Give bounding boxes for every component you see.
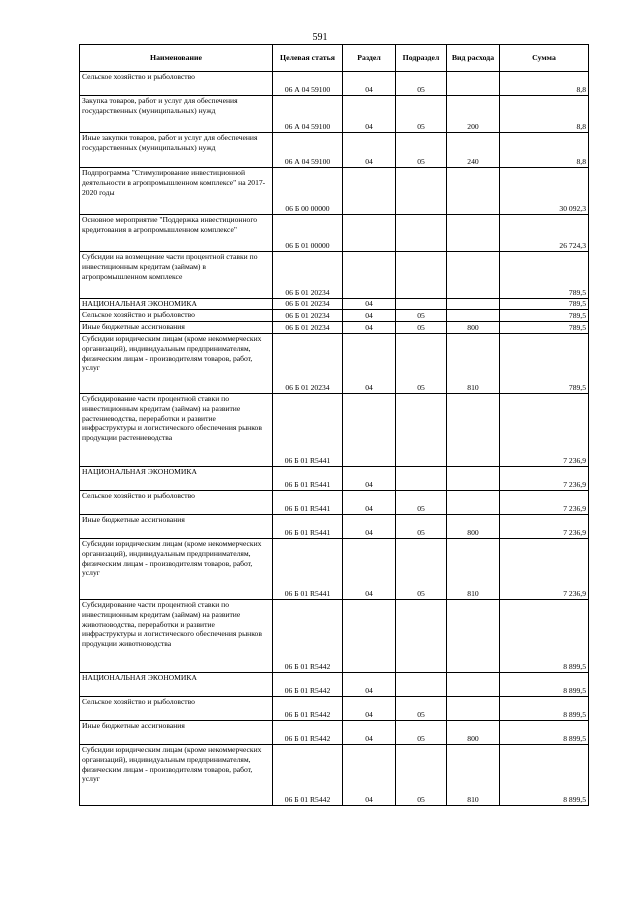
row-name-cell: Сельское хозяйство и рыболовство xyxy=(80,491,273,515)
row-expense-cell: 240 xyxy=(447,133,500,168)
row-expense-cell xyxy=(447,467,500,491)
row-name-cell: Основное мероприятие "Поддержка инвестиционного кредитования в агропромышленном комплексе" xyxy=(80,215,273,252)
row-expense-cell: 800 xyxy=(447,721,500,745)
table-row xyxy=(80,394,589,467)
row-amount-cell: 7 236,9 xyxy=(500,467,589,491)
table-row xyxy=(80,299,589,310)
row-target-cell: 06 Б 01 20234 xyxy=(273,322,343,334)
row-target-cell: 06 Б 01 R5441 xyxy=(273,491,343,515)
header-target: Целевая статья xyxy=(273,45,343,72)
row-expense-cell xyxy=(447,394,500,467)
row-section-cell: 04 xyxy=(343,539,396,600)
row-subsection-cell: 05 xyxy=(396,310,447,322)
row-name-cell: Субсидии юридическим лицам (кроме некоммерческих организаций), индивидуальным предпринимателям, физическим лицам - производителям товаров, работ, услуг xyxy=(80,539,273,600)
row-subsection-cell: 05 xyxy=(396,539,447,600)
row-amount-cell: 8,8 xyxy=(500,72,589,96)
row-section-cell: 04 xyxy=(343,96,396,133)
row-expense-cell xyxy=(447,168,500,215)
table-row xyxy=(80,72,589,96)
row-subsection-cell xyxy=(396,673,447,697)
header-section: Раздел xyxy=(343,45,396,72)
row-target-cell: 06 Б 01 20234 xyxy=(273,310,343,322)
row-section-cell xyxy=(343,252,396,299)
row-target-cell: 06 Б 01 R5441 xyxy=(273,539,343,600)
row-subsection-cell xyxy=(396,394,447,467)
row-section-cell xyxy=(343,215,396,252)
row-name-cell: Закупка товаров, работ и услуг для обеспечения государственных (муниципальных) нужд xyxy=(80,96,273,133)
row-name-cell: НАЦИОНАЛЬНАЯ ЭКОНОМИКА xyxy=(80,299,273,310)
row-expense-cell: 800 xyxy=(447,515,500,539)
table-row xyxy=(80,539,589,600)
row-amount-cell: 8 899,5 xyxy=(500,697,589,721)
row-name-cell: Подпрограмма "Стимулирование инвестиционной деятельности в агропромышленном комплексе" на 2017-2020 годы xyxy=(80,168,273,215)
row-subsection-cell: 05 xyxy=(396,96,447,133)
row-target-cell: 06 Б 01 R5442 xyxy=(273,600,343,673)
table-body xyxy=(80,72,589,806)
row-name-cell: Сельское хозяйство и рыболовство xyxy=(80,310,273,322)
row-section-cell: 04 xyxy=(343,133,396,168)
row-target-cell: 06 А 04 59100 xyxy=(273,72,343,96)
row-expense-cell xyxy=(447,310,500,322)
row-amount-cell: 8,8 xyxy=(500,96,589,133)
row-subsection-cell: 05 xyxy=(396,697,447,721)
row-section-cell: 04 xyxy=(343,697,396,721)
row-section-cell: 04 xyxy=(343,72,396,96)
row-expense-cell: 810 xyxy=(447,745,500,806)
row-section-cell: 04 xyxy=(343,673,396,697)
row-subsection-cell xyxy=(396,215,447,252)
row-expense-cell xyxy=(447,697,500,721)
row-name-cell: Субсидии на возмещение части процентной ставки по инвестиционным кредитам (займам) в агропромышленном комплексе xyxy=(80,252,273,299)
row-name-cell: Субсидии юридическим лицам (кроме некоммерческих организаций), индивидуальным предпринимателям, физическим лицам - производителям товаров, работ, услуг xyxy=(80,334,273,394)
row-name-cell: Иные бюджетные ассигнования xyxy=(80,721,273,745)
row-section-cell: 04 xyxy=(343,515,396,539)
row-name-cell: НАЦИОНАЛЬНАЯ ЭКОНОМИКА xyxy=(80,467,273,491)
row-section-cell xyxy=(343,394,396,467)
table-row xyxy=(80,673,589,697)
row-section-cell: 04 xyxy=(343,299,396,310)
row-expense-cell xyxy=(447,72,500,96)
row-name-cell: Сельское хозяйство и рыболовство xyxy=(80,697,273,721)
row-subsection-cell xyxy=(396,252,447,299)
row-section-cell: 04 xyxy=(343,322,396,334)
header-subsection: Подраздел xyxy=(396,45,447,72)
row-target-cell: 06 Б 01 20234 xyxy=(273,252,343,299)
table-row xyxy=(80,252,589,299)
header-name: Наименование xyxy=(80,45,273,72)
header-row xyxy=(80,45,589,72)
table-row xyxy=(80,467,589,491)
row-subsection-cell: 05 xyxy=(396,515,447,539)
row-amount-cell: 8 899,5 xyxy=(500,673,589,697)
row-target-cell: 06 Б 01 R5442 xyxy=(273,673,343,697)
row-name-cell: Сельское хозяйство и рыболовство xyxy=(80,72,273,96)
row-amount-cell: 7 236,9 xyxy=(500,539,589,600)
row-name-cell: Иные бюджетные ассигнования xyxy=(80,322,273,334)
table-row xyxy=(80,310,589,322)
row-section-cell: 04 xyxy=(343,745,396,806)
row-expense-cell xyxy=(447,299,500,310)
header-expense-type: Вид расхода xyxy=(447,45,500,72)
row-section-cell: 04 xyxy=(343,721,396,745)
row-amount-cell: 7 236,9 xyxy=(500,515,589,539)
row-amount-cell: 789,5 xyxy=(500,310,589,322)
budget-table xyxy=(79,44,589,806)
page-number: 591 xyxy=(312,32,328,43)
row-target-cell: 06 Б 01 20234 xyxy=(273,299,343,310)
row-subsection-cell: 05 xyxy=(396,133,447,168)
table-row xyxy=(80,491,589,515)
row-name-cell: Иные бюджетные ассигнования xyxy=(80,515,273,539)
table-row xyxy=(80,515,589,539)
row-amount-cell: 26 724,3 xyxy=(500,215,589,252)
row-subsection-cell: 05 xyxy=(396,745,447,806)
table-row xyxy=(80,745,589,806)
row-expense-cell: 200 xyxy=(447,96,500,133)
row-subsection-cell xyxy=(396,467,447,491)
row-amount-cell: 789,5 xyxy=(500,334,589,394)
row-name-cell: Субсидирование части процентной ставки по инвестиционным кредитам (займам) на развитие животноводства, переработки и развитие инфраструктуры и логистического обеспечения рынков продукции животноводства xyxy=(80,600,273,673)
row-amount-cell: 8 899,5 xyxy=(500,600,589,673)
row-amount-cell: 8 899,5 xyxy=(500,721,589,745)
row-expense-cell xyxy=(447,491,500,515)
row-name-cell: Субсидии юридическим лицам (кроме некоммерческих организаций), индивидуальным предпринимателям, физическим лицам - производителям товаров, работ, услуг xyxy=(80,745,273,806)
row-name-cell: Субсидирование части процентной ставки по инвестиционным кредитам (займам) на развитие растениеводства, переработки и развитие инфраструктуры и логистического обеспечения рынков продукции растениеводства xyxy=(80,394,273,467)
row-amount-cell: 789,5 xyxy=(500,322,589,334)
row-subsection-cell xyxy=(396,600,447,673)
row-name-cell: НАЦИОНАЛЬНАЯ ЭКОНОМИКА xyxy=(80,673,273,697)
row-amount-cell: 7 236,9 xyxy=(500,491,589,515)
table-row xyxy=(80,697,589,721)
row-expense-cell xyxy=(447,673,500,697)
table-row xyxy=(80,600,589,673)
header-amount: Сумма xyxy=(500,45,589,72)
row-section-cell xyxy=(343,168,396,215)
row-expense-cell: 800 xyxy=(447,322,500,334)
row-target-cell: 06 Б 01 00000 xyxy=(273,215,343,252)
row-subsection-cell: 05 xyxy=(396,491,447,515)
row-target-cell: 06 Б 01 R5442 xyxy=(273,745,343,806)
row-section-cell: 04 xyxy=(343,467,396,491)
row-target-cell: 06 Б 01 R5441 xyxy=(273,467,343,491)
table-row xyxy=(80,168,589,215)
row-amount-cell: 8,8 xyxy=(500,133,589,168)
table-row xyxy=(80,96,589,133)
row-expense-cell xyxy=(447,215,500,252)
table-row xyxy=(80,334,589,394)
row-target-cell: 06 А 04 59100 xyxy=(273,133,343,168)
row-subsection-cell: 05 xyxy=(396,334,447,394)
row-amount-cell: 30 092,3 xyxy=(500,168,589,215)
table-row xyxy=(80,133,589,168)
row-amount-cell: 8 899,5 xyxy=(500,745,589,806)
row-expense-cell: 810 xyxy=(447,334,500,394)
row-subsection-cell xyxy=(396,168,447,215)
row-target-cell: 06 Б 01 R5441 xyxy=(273,394,343,467)
row-subsection-cell: 05 xyxy=(396,322,447,334)
row-target-cell: 06 Б 01 R5442 xyxy=(273,721,343,745)
row-expense-cell: 810 xyxy=(447,539,500,600)
row-amount-cell: 789,5 xyxy=(500,299,589,310)
row-target-cell: 06 А 04 59100 xyxy=(273,96,343,133)
row-target-cell: 06 Б 01 20234 xyxy=(273,334,343,394)
row-target-cell: 06 Б 01 R5442 xyxy=(273,697,343,721)
row-expense-cell xyxy=(447,600,500,673)
row-subsection-cell: 05 xyxy=(396,721,447,745)
row-target-cell: 06 Б 00 00000 xyxy=(273,168,343,215)
row-amount-cell: 7 236,9 xyxy=(500,394,589,467)
row-subsection-cell: 05 xyxy=(396,72,447,96)
row-target-cell: 06 Б 01 R5441 xyxy=(273,515,343,539)
table-row xyxy=(80,215,589,252)
row-amount-cell: 789,5 xyxy=(500,252,589,299)
row-name-cell: Иные закупки товаров, работ и услуг для обеспечения государственных (муниципальных) нужд xyxy=(80,133,273,168)
row-expense-cell xyxy=(447,252,500,299)
row-section-cell: 04 xyxy=(343,310,396,322)
row-subsection-cell xyxy=(396,299,447,310)
table-row xyxy=(80,322,589,334)
table-row xyxy=(80,721,589,745)
row-section-cell xyxy=(343,600,396,673)
row-section-cell: 04 xyxy=(343,491,396,515)
row-section-cell: 04 xyxy=(343,334,396,394)
